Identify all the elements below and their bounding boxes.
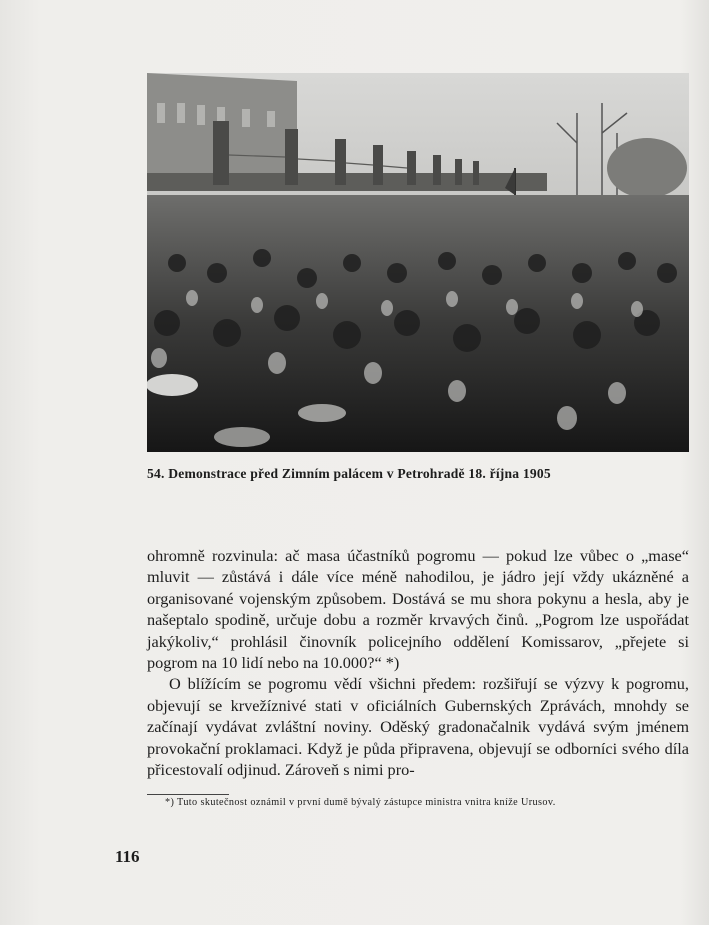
page-number: 116 [115, 847, 140, 866]
body-text [147, 545, 689, 780]
footnote-rule [147, 794, 229, 795]
paragraph: ohromně rozvinula: ač masa účastníků pogromu — pokud lze vůbec o „mase“ mluvit — zůstává i dále více méně nahodilou, je jádro její vždy ukázněné a organisované vojenským způsobem. Dostává se mu shora pokynu a hesla, aby je našeptalo spodině, určuje dobu a rozměr krvavých činů. „Pogrom lze uspořádat jakýkoliv,“ prohlásil činovník policejního oddělení Komissarov, „přejete si pogrom na 10 lidí nebo na 10.000?“ *) [147, 546, 689, 673]
paragraph: O blížícím se pogromu vědí všichni předem: rozšiřují se výzvy k pogromu, objevují se krvežíznivé stati v oficiálních Gubernských Zprávách, mnohdy se začínají vydávat zvláštní noviny. Oděský gradonačalnik vydává svým jménem provokační proklamaci. Když je půda připravena, objevují se odborníci svého díla přicestovalí odjinud. Zároveň s nimi pro- [147, 674, 689, 780]
figure-caption: 54. Demonstrace před Zimním palácem v Petrohradě 18. října 1905 [147, 466, 551, 481]
footnote: *) Tuto skutečnost oznámil v první dumě bývalý zástupce ministra vnitra kníže Urusov. [165, 797, 556, 808]
demonstration-photo [147, 73, 689, 452]
